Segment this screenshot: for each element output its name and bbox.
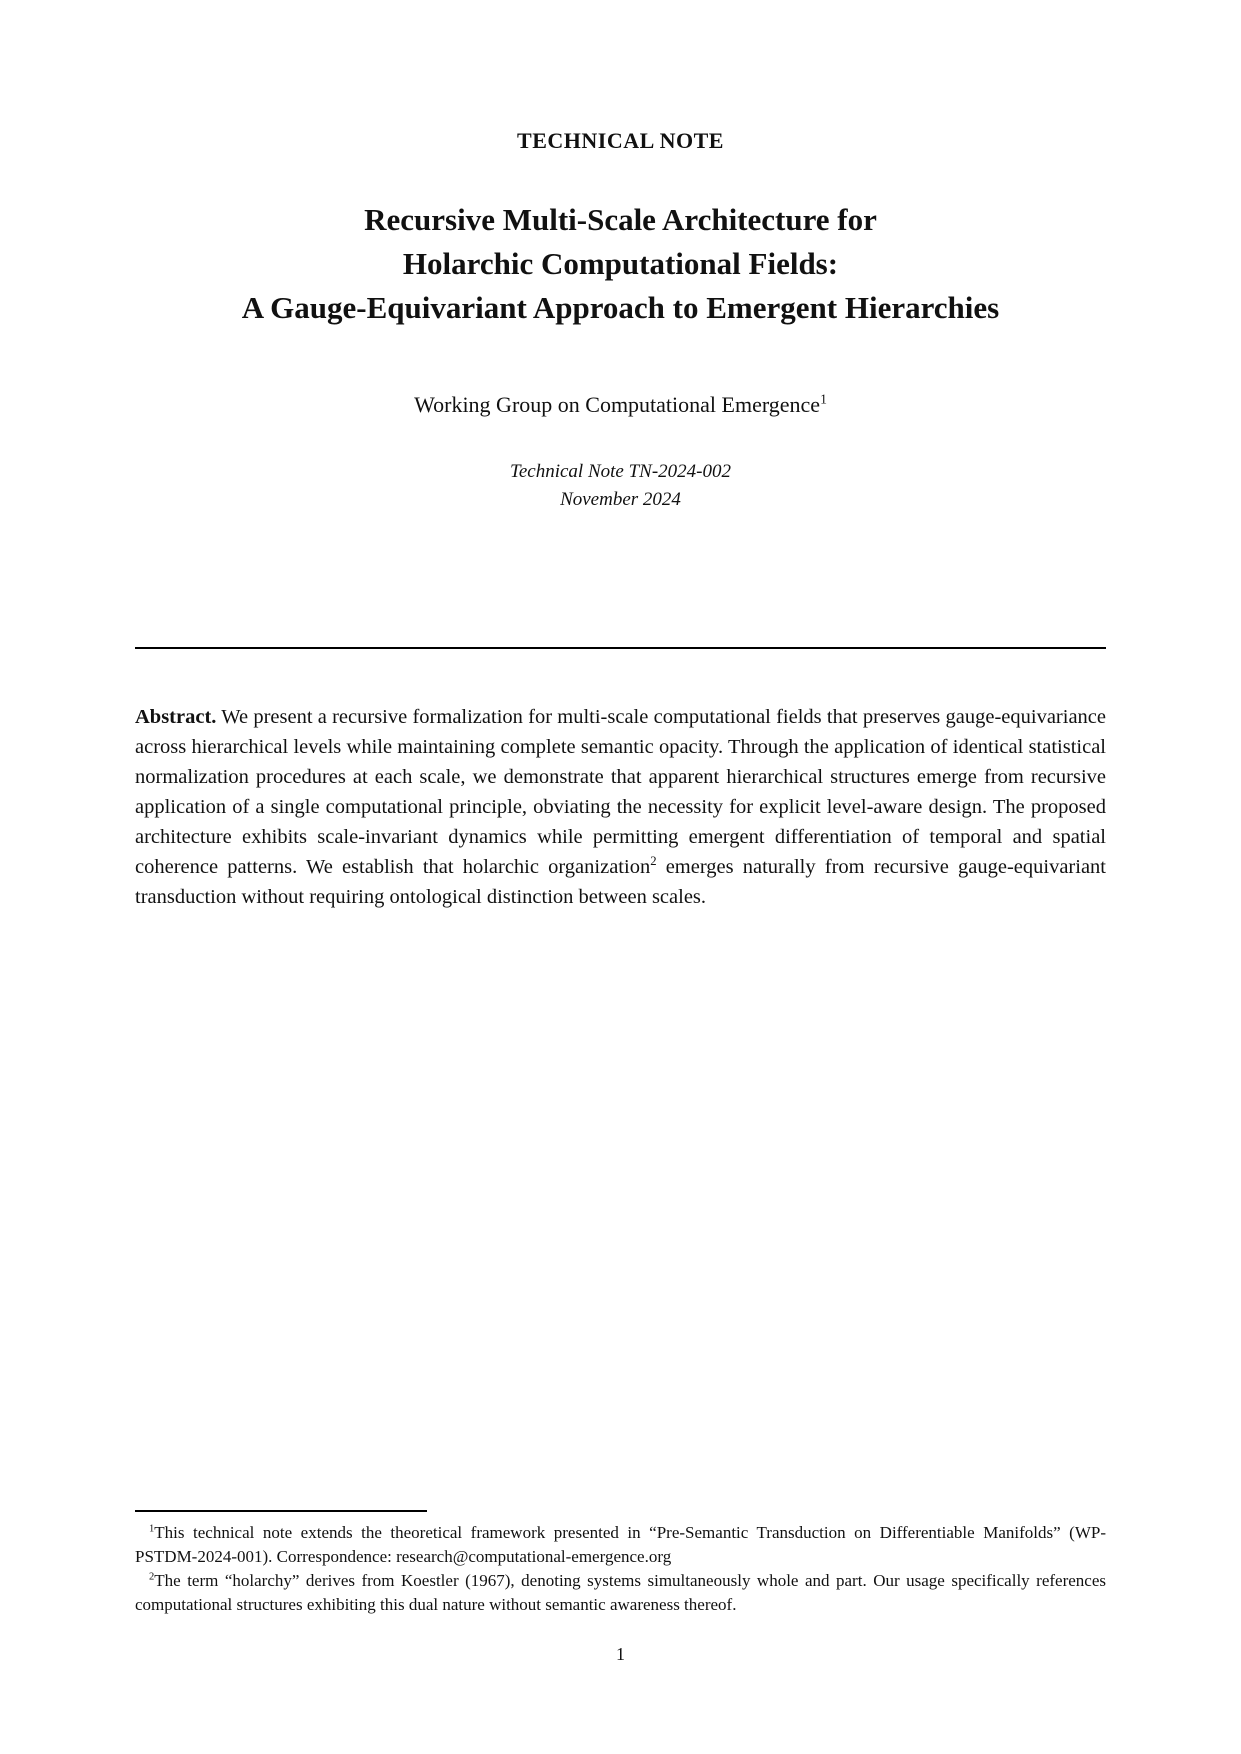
- footnote-1-mark: 1: [149, 1523, 155, 1535]
- footnote-2: [135, 1569, 1106, 1617]
- footnote-1: [135, 1521, 1106, 1569]
- footnote-2-mark: 2: [149, 1571, 155, 1583]
- document-type-header: TECHNICAL NOTE: [517, 128, 724, 153]
- title-line-2: Holarchic Computational Fields:: [402, 246, 839, 281]
- document-title: [135, 198, 1106, 330]
- footnote-separator-rule: [135, 1510, 427, 1512]
- abstract-footnote-mark: 2: [650, 854, 657, 869]
- abstract-label: Abstract.: [135, 706, 217, 728]
- footnote-1-text: This technical note extends the theoretical framework presented in “Pre-Semantic Transduction on Differentiable Manifolds” (WP-PSTDM-2024-001). Correspondence: research@computational-emergence.org: [135, 1523, 1106, 1566]
- title-line-3: A Gauge-Equivariant Approach to Emergent Hierarchies: [241, 290, 1000, 325]
- author-line: [135, 392, 1106, 418]
- abstract-text-before-mark: We present a recursive formalization for multi-scale computational fields that preserves gauge-equivariance across hierarchical levels while maintaining complete semantic opacity. Through the application of identical statistical normalization procedures at each scale, we demonstrate that apparent hierarchical structures emerge from recursive application of a single computational principle, obviating the necessity for explicit level-aware design. The proposed architecture exhibits scale-invariant dynamics while permitting emergent differentiation of temporal and spatial coherence patterns. We establish that holarchic organization: [135, 706, 1106, 878]
- page-number: 1: [616, 1644, 625, 1664]
- footnotes-section: [135, 1521, 1106, 1617]
- author-footnote-mark: 1: [820, 391, 827, 407]
- header-divider-rule: [135, 647, 1106, 649]
- title-line-1: Recursive Multi-Scale Architecture for: [364, 202, 877, 237]
- note-id: Technical Note TN-2024-002: [510, 461, 731, 482]
- footnote-2-text: The term “holarchy” derives from Koestler (1967), denoting systems simultaneously whole and part. Our usage specifically references computational structures exhibiting this dual nature without semantic awareness thereof.: [135, 1571, 1106, 1614]
- abstract-text-after-mark: emerges naturally from recursive gauge-equivariant transduction without requiring ontological distinction between scales.: [135, 856, 1107, 908]
- abstract-paragraph: [135, 702, 1106, 912]
- note-date: November 2024: [560, 489, 681, 510]
- document-meta: [135, 458, 1106, 514]
- author-name: Working Group on Computational Emergence: [414, 392, 821, 417]
